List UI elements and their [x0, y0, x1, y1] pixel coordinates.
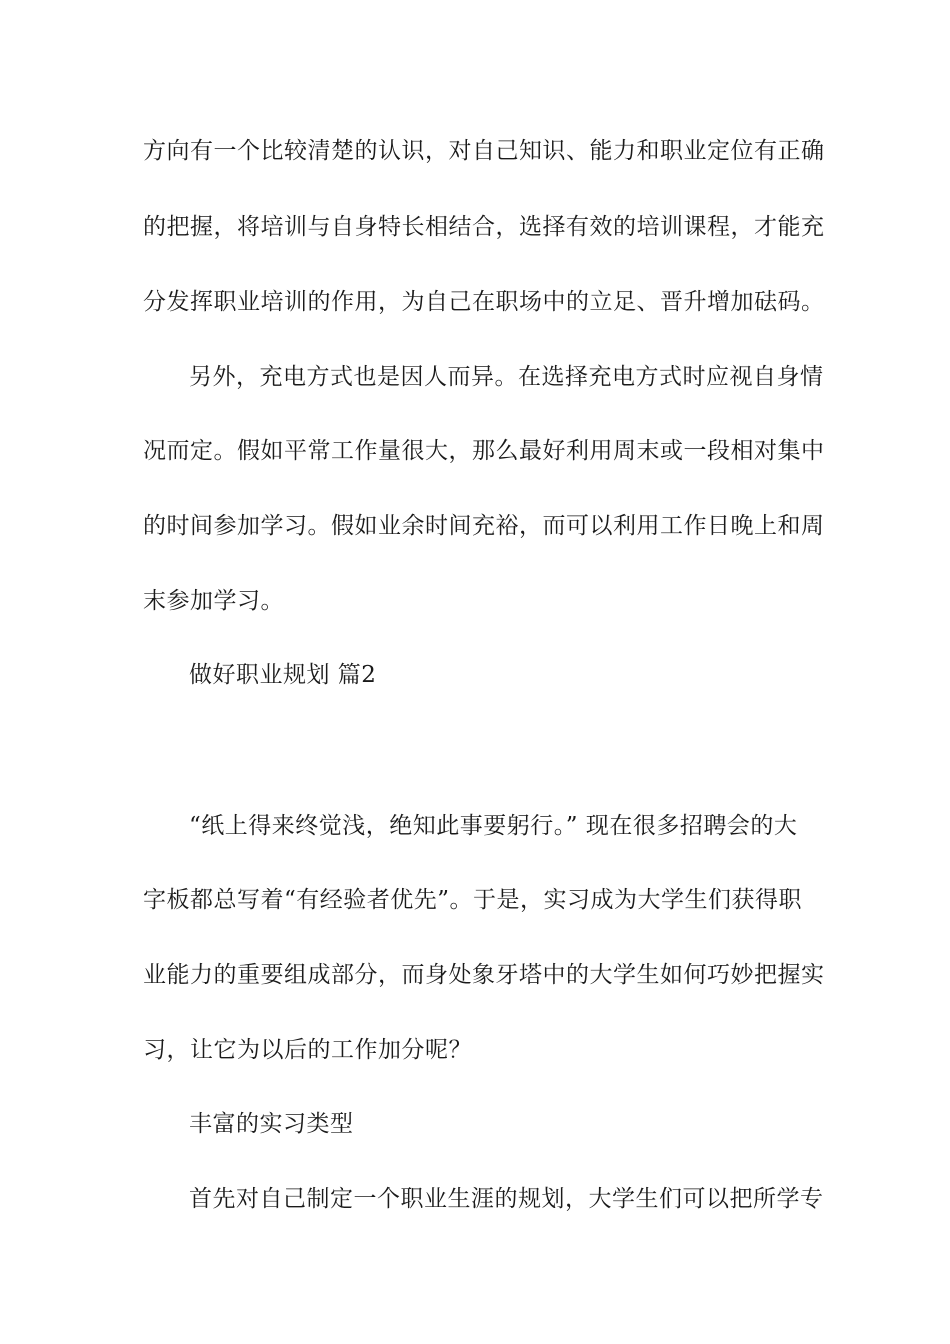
- paragraph-line: 字板都总写着“有经验者优先”。于是，实习成为大学生们获得职: [143, 887, 803, 913]
- paragraph-line: “纸上得来终觉浅，绝知此事要躬行。” 现在很多招聘会的大: [189, 813, 798, 839]
- subsection-heading: 丰富的实习类型: [189, 1111, 354, 1137]
- paragraph-line: 末参加学习。: [143, 588, 284, 614]
- paragraph-line: 另外，充电方式也是因人而异。在选择充电方式时应视自身情: [189, 364, 824, 390]
- paragraph-line: 分发挥职业培训的作用，为自己在职场中的立足、晋升增加砝码。: [143, 289, 825, 315]
- paragraph-line: 方向有一个比较清楚的认识，对自己知识、能力和职业定位有正确: [143, 138, 825, 164]
- paragraph-line: 业能力的重要组成部分，而身处象牙塔中的大学生如何巧妙把握实: [143, 962, 825, 988]
- section-heading: 做好职业规划 篇2: [189, 662, 377, 688]
- paragraph-line: 的时间参加学习。假如业余时间充裕，而可以利用工作日晚上和周: [143, 513, 825, 539]
- paragraph-line: 的把握，将培训与自身特长相结合，选择有效的培训课程，才能充: [143, 214, 825, 240]
- paragraph-line: 况而定。假如平常工作量很大，那么最好利用周末或一段相对集中: [143, 438, 825, 464]
- paragraph-line: 首先对自己制定一个职业生涯的规划，大学生们可以把所学专: [189, 1186, 824, 1212]
- paragraph-line: 习，让它为以后的工作加分呢？: [143, 1037, 472, 1063]
